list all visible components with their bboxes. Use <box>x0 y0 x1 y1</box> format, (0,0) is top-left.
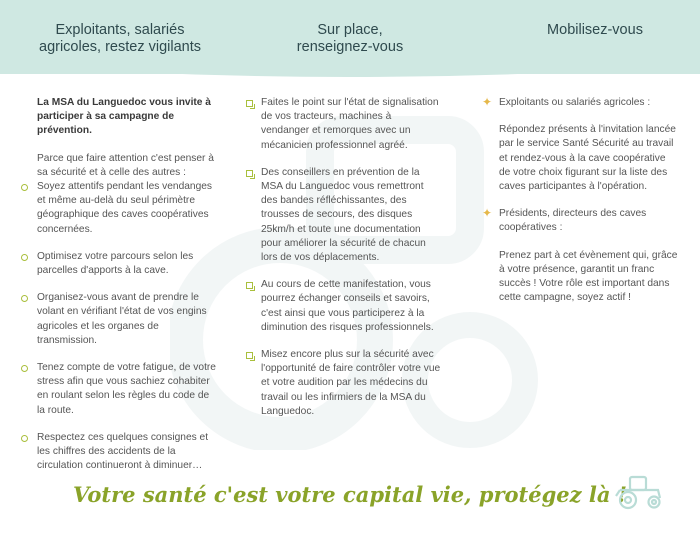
ring-icon <box>21 365 28 372</box>
square-check-icon <box>246 170 253 177</box>
footer-tagline: Votre santé c'est votre capital vie, protégez là ! <box>73 482 627 507</box>
list-item: Au cours de cette manifestation, vous pourrez échanger conseils et savoirs, c'est ainsi que vous participerez à la diminution des risques professionnels. <box>261 278 441 335</box>
list-item: Misez encore plus sur la sécurité avec l'opportunité de faire contrôler votre vue et votre audition par les médecins du travail ou les infirmiers de la MSA du Languedoc. <box>261 348 441 419</box>
column3-paragraph: Répondez présents à l'invitation lancée par le service Santé Sécurité au travail et rendez-vous à la cave coopérative de votre choix figurant sur la liste des caves participantes à l'opération. <box>499 124 676 193</box>
list-item: ✦ Présidents, directeurs des caves coopératives : <box>482 206 647 234</box>
star-icon: ✦ <box>482 206 493 221</box>
ring-icon <box>21 435 28 442</box>
square-check-icon <box>246 282 253 289</box>
list-item: Optimisez votre parcours selon les parcelles d'apports à la cave. <box>37 250 217 278</box>
column3-paragraph: Prenez part à cet évènement qui, grâce à votre présence, garantit un franc succès ! Votre rôle est important dans cette campagne, soyez actif ! <box>499 249 678 304</box>
list-item: Faites le point sur l'état de signalisation de vos tracteurs, machines à vendanger et remorques avec un mécanicien professionnel agréé. <box>261 96 441 153</box>
column1-title: Exploitants, salariés agricoles, restez vigilants <box>39 22 201 55</box>
column2 <box>261 96 441 419</box>
list-item: Respectez ces quelques consignes et les chiffres des accidents de la circulation continueront à diminuer… <box>37 431 217 474</box>
star-icon: ✦ <box>482 95 493 109</box>
ring-icon <box>21 184 28 191</box>
list-item: Organisez-vous avant de prendre le volant en vérifiant l'état de vos engins agricoles et les organes de transmission. <box>37 291 217 348</box>
list-item: Tenez compte de votre fatigue, de votre stress afin que vous sachiez cohabiter en roulant selon les règles du code de la route. <box>37 361 217 418</box>
column2-title: Sur place, renseignez-vous <box>296 22 404 55</box>
column1-intro: La MSA du Languedoc vous invite à participer à sa campagne de prévention. <box>37 97 211 137</box>
square-check-icon <box>246 100 253 107</box>
list-item: ✦ Exploitants ou salariés agricoles : <box>482 95 651 109</box>
ring-icon <box>21 295 28 302</box>
column3 <box>482 95 679 318</box>
list-item: Soyez attentifs pendant les vendanges et même au-delà du seul périmètre géographique des caves coopératives concernées. <box>37 180 217 237</box>
ring-icon <box>21 254 28 261</box>
column1-lead: Parce que faire attention c'est penser à sa sécurité et à celle des autres : <box>37 152 214 178</box>
square-check-icon <box>246 352 253 359</box>
column3-title: Mobilisez-vous <box>547 22 643 38</box>
tractor-icon <box>614 474 666 510</box>
column1 <box>37 96 217 473</box>
header-band-curve <box>0 56 700 86</box>
list-item: Des conseillers en prévention de la MSA du Languedoc vous remettront des bandes réfléchissantes, des trousses de secours, des disques 25km/h et toute une documentation pour améliorer la sécurité de chacun lors de vos déplacements. <box>261 166 441 265</box>
